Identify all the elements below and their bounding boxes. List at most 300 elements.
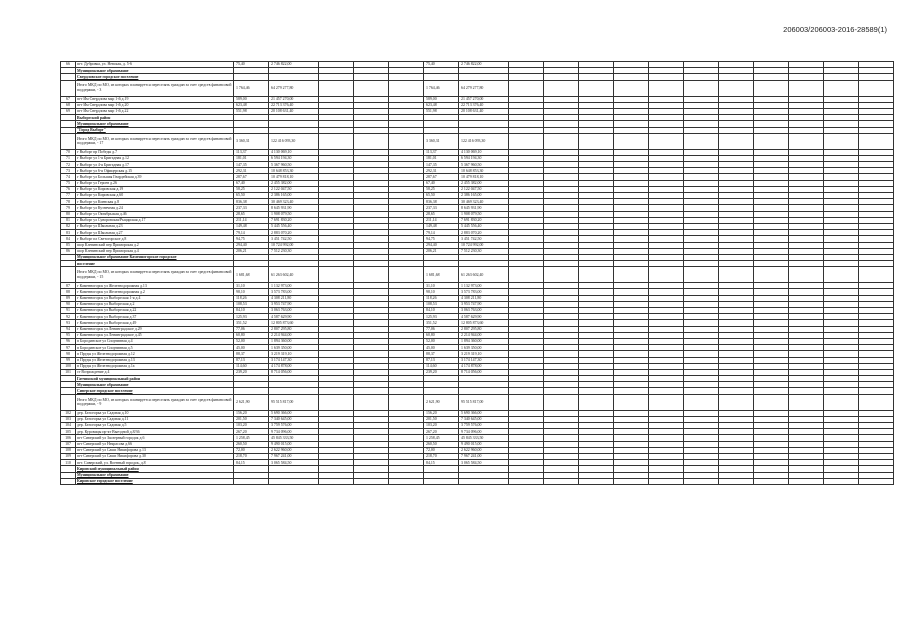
value-cell: 67,40 [424, 180, 459, 186]
value-cell: 30 469 323,40 [459, 199, 509, 205]
value-cell: 7 691 830,20 [459, 217, 509, 223]
value-cell: 28,65 [424, 211, 459, 217]
value-cell: 3 573 783,00 [269, 289, 319, 295]
value-cell: 551,98 [424, 108, 459, 114]
empty-cell [649, 80, 684, 96]
value-cell: 122 416 093,30 [459, 133, 509, 149]
value-cell: 3 953 747,90 [269, 301, 319, 307]
value-cell: 239,20 [234, 369, 269, 375]
row-number-cell: 75 [61, 180, 76, 186]
value-cell: 206,21 [424, 248, 459, 254]
empty-cell [544, 267, 579, 283]
address-cell: поселение [76, 261, 234, 267]
value-cell: 108,53 [234, 301, 269, 307]
empty-cell [754, 478, 789, 484]
value-cell: 2 883 070,20 [269, 230, 319, 236]
empty-cell [684, 267, 719, 283]
empty-cell [389, 133, 424, 149]
value-cell: 3 065 584,50 [459, 460, 509, 466]
empty-cell [509, 394, 544, 410]
value-cell: 149,48 [234, 223, 269, 229]
empty-cell [789, 80, 824, 96]
row-number-cell: 82 [61, 223, 76, 229]
address-cell: г Выборг ул Киевская д.8 [76, 199, 234, 205]
empty-cell [319, 478, 354, 484]
value-cell: 3 451 742,50 [269, 236, 319, 242]
value-cell: 60,80 [424, 332, 459, 338]
value-cell: 1 132 973,00 [459, 283, 509, 289]
empty-cell [789, 267, 824, 283]
address-cell: г Каменногорск ул Выборгская 1-я д.4 [76, 295, 234, 301]
value-cell: 239,20 [424, 369, 459, 375]
value-cell: 79,14 [424, 230, 459, 236]
address-cell: п Пруды ул Железнодорожная д.12 [76, 351, 234, 357]
row-number-cell: 88 [61, 289, 76, 295]
address-cell: Итого МКД по МО, из которых планируется переселять граждан за счет средств финансовой поддержки, - 9 [76, 394, 234, 410]
address-cell: пгт. Сиверский, ул. Военный городок, д.8 [76, 460, 234, 466]
empty-cell [824, 394, 859, 410]
row-number-cell: 67 [61, 96, 76, 102]
value-cell: 7 340 645,00 [269, 416, 319, 422]
value-cell: 147,35 [234, 162, 269, 168]
value-cell: 122 416 093,30 [269, 133, 319, 149]
address-cell: г Каменногорск ул Железнодорожная д.13 [76, 283, 234, 289]
value-cell: 21 457 270,00 [459, 96, 509, 102]
value-cell: 5 445 556,40 [269, 223, 319, 229]
total-row [61, 267, 894, 283]
address-cell: г Каменногорск ул Выборгская д.37 [76, 314, 234, 320]
value-cell: 8 714 056,00 [459, 369, 509, 375]
address-cell: г Каменногорск ул Выборгская д.49 [76, 320, 234, 326]
value-cell: 22 713 376,40 [269, 102, 319, 108]
value-cell: 10 648 853,30 [269, 168, 319, 174]
empty-cell [544, 478, 579, 484]
empty-cell [719, 267, 754, 283]
row-number-cell: 94 [61, 326, 76, 332]
value-cell: 3 063 763,00 [459, 308, 509, 314]
empty-cell [389, 80, 424, 96]
value-cell: 79,14 [234, 230, 269, 236]
empty-cell [859, 267, 894, 283]
empty-cell [719, 478, 754, 484]
value-cell: 149,48 [424, 223, 459, 229]
value-cell: 2 622 960,00 [269, 447, 319, 453]
value-cell: 2 122 047,50 [269, 186, 319, 192]
empty-cell [544, 133, 579, 149]
address-cell: Свердловское городское поселение [76, 74, 234, 80]
address-cell: Кировский муниципальный район [76, 466, 234, 472]
value-cell: 21 457 270,00 [269, 96, 319, 102]
value-cell: 218,70 [234, 453, 269, 459]
value-cell: 98,10 [424, 289, 459, 295]
value-cell: 118,26 [424, 295, 459, 301]
empty-cell [319, 80, 354, 96]
address-cell: "Город Выборг" [76, 127, 234, 133]
value-cell: 237,33 [234, 205, 269, 211]
value-cell [459, 478, 509, 484]
value-cell: 2 807 295,80 [459, 326, 509, 332]
total-row [61, 133, 894, 149]
empty-cell [319, 133, 354, 149]
address-cell: Кировское городское поселение [76, 478, 234, 484]
total-row [61, 80, 894, 96]
empty-cell [354, 394, 389, 410]
value-cell: 294,40 [424, 242, 459, 248]
value-cell: 31,10 [234, 283, 269, 289]
value-cell: 3 360,31 [234, 133, 269, 149]
value-cell: 1 132 973,00 [269, 283, 319, 289]
row-number-cell: 106 [61, 435, 76, 441]
value-cell: 65,50 [234, 193, 269, 199]
value-cell: 2 622 960,00 [459, 447, 509, 453]
row-number-cell: 100 [61, 363, 76, 369]
row-number-cell: 85 [61, 242, 76, 248]
address-cell: пгт Им Свердлова мкр 1-й д.22 [76, 108, 234, 114]
empty-cell [649, 267, 684, 283]
address-cell: г Каменногорск ул Выборгская д.2 [76, 301, 234, 307]
address-cell: г Выборг ул Большая Гвардейская д.39 [76, 174, 234, 180]
value-cell: 113,37 [424, 149, 459, 155]
value-cell: 1 764,46 [424, 80, 459, 96]
value-cell: 10 724 992,00 [269, 242, 319, 248]
empty-cell [319, 394, 354, 410]
empty-cell [754, 80, 789, 96]
value-cell: 114,60 [234, 363, 269, 369]
value-cell: 45 845 333,50 [459, 435, 509, 441]
value-cell: 9 734 096,00 [459, 429, 509, 435]
row-number-cell: 74 [61, 174, 76, 180]
value-cell: 2 621,90 [234, 394, 269, 410]
value-cell: 84,10 [424, 308, 459, 314]
row-number-cell: 69 [61, 108, 76, 114]
value-cell: 7 967 241,00 [269, 453, 319, 459]
value-cell: 98,10 [234, 289, 269, 295]
row-number-cell [61, 478, 76, 484]
address-cell: п Пруды ул Железнодорожная д.1а [76, 363, 234, 369]
value-cell: 28,65 [234, 211, 269, 217]
value-cell: 6 594 194,30 [269, 155, 319, 161]
value-cell: 65,50 [424, 193, 459, 199]
value-cell: 589,00 [234, 96, 269, 102]
value-cell: 206,21 [234, 248, 269, 254]
empty-cell [614, 478, 649, 484]
value-cell: 3 063 763,00 [269, 308, 319, 314]
row-number-cell: 72 [61, 162, 76, 168]
address-cell: г Выборг ул 6-я Офицерская д.15 [76, 168, 234, 174]
value-cell: 103,20 [234, 423, 269, 429]
row-number-cell: 81 [61, 217, 76, 223]
value-cell: 84,15 [234, 460, 269, 466]
value-cell: 87,13 [424, 357, 459, 363]
empty-cell [789, 133, 824, 149]
row-number-cell: 78 [61, 199, 76, 205]
value-cell: 3 759 576,00 [459, 423, 509, 429]
value-cell: 4 308 211,80 [269, 295, 319, 301]
value-cell: 3 953 747,90 [459, 301, 509, 307]
row-number-cell: 105 [61, 429, 76, 435]
value-cell: 351,52 [424, 320, 459, 326]
value-cell: 6 594 194,30 [459, 155, 509, 161]
value-cell: 3 174 147,30 [459, 357, 509, 363]
value-cell: 77,06 [424, 326, 459, 332]
address-cell: г Выборг ул Октябрьская д.46 [76, 211, 234, 217]
value-cell: 4 587 629,90 [459, 314, 509, 320]
empty-cell [824, 478, 859, 484]
empty-cell [824, 267, 859, 283]
empty-cell [509, 478, 544, 484]
row-number-cell [61, 394, 76, 410]
value-cell: 292,31 [424, 168, 459, 174]
empty-cell [824, 80, 859, 96]
row-number-cell: 76 [61, 186, 76, 192]
value-cell [424, 478, 459, 484]
row-number-cell: 91 [61, 308, 76, 314]
value-cell: 287,67 [234, 174, 269, 180]
value-cell: 5 367 960,50 [459, 162, 509, 168]
value-cell: 8 714 056,00 [269, 369, 319, 375]
value-cell: 1 639 350,00 [459, 345, 509, 351]
address-cell: Муниципальное образование [76, 382, 234, 388]
value-cell: 3 451 742,50 [459, 236, 509, 242]
empty-cell [859, 80, 894, 96]
empty-cell [684, 478, 719, 484]
value-cell: 3 360,31 [424, 133, 459, 149]
address-cell: Выборгский район [76, 115, 234, 121]
value-cell: 45,00 [234, 345, 269, 351]
value-cell: 10 479 818,10 [459, 174, 509, 180]
empty-cell [354, 267, 389, 283]
value-cell: 287,67 [424, 174, 459, 180]
row-number-cell: 80 [61, 211, 76, 217]
value-cell: 58,25 [234, 186, 269, 192]
value-cell: 9 734 096,00 [269, 429, 319, 435]
address-cell: г Выборг ул Кузнечная д.24 [76, 205, 234, 211]
row-number-cell: 95 [61, 332, 76, 338]
empty-cell [649, 478, 684, 484]
empty-cell [684, 133, 719, 149]
value-cell: 84,10 [234, 308, 269, 314]
address-cell: Итого МКД по МО, из которых планируется переселять граждан за счет средств финансовой поддержки, - 3 [76, 80, 234, 96]
empty-cell [389, 478, 424, 484]
value-cell: 12 805 873,60 [459, 320, 509, 326]
value-cell: 103,20 [424, 423, 459, 429]
address-cell: г Выборг ул Кировская д.60 [76, 193, 234, 199]
value-cell: 72,00 [424, 447, 459, 453]
empty-cell [389, 394, 424, 410]
empty-cell [789, 478, 824, 484]
address-cell: пгт. Дубровка, ул. Невская, д. 5-6 [76, 62, 234, 68]
value-cell: 218,70 [424, 453, 459, 459]
value-cell: 31,10 [424, 283, 459, 289]
empty-cell [579, 394, 614, 410]
resettlement-table [60, 61, 894, 485]
row-number-cell [61, 133, 76, 149]
address-cell: г Выборг пр Победы д.7 [76, 149, 234, 155]
document-id: 206003/206003-2016-28589(1) [783, 25, 887, 34]
value-cell: 22 713 376,40 [459, 102, 509, 108]
value-cell: 1 258,45 [234, 435, 269, 441]
empty-cell [719, 133, 754, 149]
empty-cell [319, 267, 354, 283]
value-cell: 94,75 [424, 236, 459, 242]
value-cell: 1 894 360,00 [459, 338, 509, 344]
row-number-cell: 102 [61, 410, 76, 416]
value-cell: 84,15 [424, 460, 459, 466]
address-cell: г Каменногорск ул Выборгская д.22 [76, 308, 234, 314]
value-cell: 2 214 944,00 [269, 332, 319, 338]
address-cell: Муниципальное образование [76, 121, 234, 127]
value-cell: 292,31 [234, 168, 269, 174]
row-number-cell: 87 [61, 283, 76, 289]
value-cell: 7 340 645,00 [459, 416, 509, 422]
row-number-cell: 97 [61, 345, 76, 351]
empty-cell [684, 394, 719, 410]
value-cell: 211,14 [424, 217, 459, 223]
value-cell [234, 478, 269, 484]
value-cell: 1 639 350,00 [269, 345, 319, 351]
empty-cell [579, 133, 614, 149]
value-cell: 52,00 [424, 338, 459, 344]
row-number-cell: 92 [61, 314, 76, 320]
total-row [61, 394, 894, 410]
address-cell: г Выборг ул Кировская д.19 [76, 186, 234, 192]
address-cell: Муниципальное образование [76, 68, 234, 74]
value-cell: 237,33 [424, 205, 459, 211]
value-cell: 61 263 602,40 [269, 267, 319, 283]
empty-cell [754, 133, 789, 149]
address-cell: г Выборг ул 4-я Бригадная д.17 [76, 162, 234, 168]
value-cell: 125,93 [424, 314, 459, 320]
row-number-cell: 101 [61, 369, 76, 375]
value-cell: 3 065 584,50 [269, 460, 319, 466]
value-cell [269, 478, 319, 484]
row-number-cell [61, 267, 76, 283]
address-cell: пгт Сиверский ул Саши Никифорова д.30 [76, 453, 234, 459]
value-cell: 351,52 [234, 320, 269, 326]
value-cell: 2 386 165,00 [269, 193, 319, 199]
value-cell: 201,50 [424, 416, 459, 422]
address-cell: п Пруды ул Железнодорожная д.13 [76, 357, 234, 363]
address-cell: пгт Им Свердлова мкр 1-й д.19 [76, 96, 234, 102]
value-cell: 108,53 [424, 301, 459, 307]
value-cell: 1 764,46 [234, 80, 269, 96]
value-cell: 64 279 277,80 [269, 80, 319, 96]
value-cell: 551,98 [234, 108, 269, 114]
empty-cell [859, 394, 894, 410]
value-cell: 4 308 211,80 [459, 295, 509, 301]
empty-cell [389, 267, 424, 283]
row-number-cell: 108 [61, 447, 76, 453]
value-cell: 60,80 [234, 332, 269, 338]
address-cell: шор Клевинский пер Приморская д.4 [76, 248, 234, 254]
empty-cell [649, 394, 684, 410]
empty-cell [614, 80, 649, 96]
value-cell: 1 681,68 [424, 267, 459, 283]
value-cell: 3 219 319,10 [269, 351, 319, 357]
empty-cell [859, 478, 894, 484]
address-cell: дер. Белогорка ул Садовая д.5 [76, 423, 234, 429]
value-cell: 2 746 822,00 [269, 62, 319, 68]
value-cell: 2 455 382,00 [459, 180, 509, 186]
empty-cell [354, 478, 389, 484]
row-number-cell: 70 [61, 149, 76, 155]
value-cell: 7 512 230,30 [459, 248, 509, 254]
value-cell: 5 690 366,00 [459, 410, 509, 416]
address-cell: г Выборг ул Школьная д.23 [76, 223, 234, 229]
row-number-cell: 107 [61, 441, 76, 447]
empty-cell [789, 394, 824, 410]
address-cell: г Каменногорск ул Ленинградское д.29 [76, 326, 234, 332]
empty-cell [544, 80, 579, 96]
value-cell: 10 479 818,10 [269, 174, 319, 180]
empty-cell [719, 394, 754, 410]
address-cell: г Выборг ул Школьная д.27 [76, 230, 234, 236]
value-cell: 1 894 360,00 [269, 338, 319, 344]
value-cell: 3 174 147,30 [269, 357, 319, 363]
address-cell: пгт Сиверский ул Саши Никифорова д.13 [76, 447, 234, 453]
value-cell: 7 691 830,20 [269, 217, 319, 223]
value-cell: 211,14 [234, 217, 269, 223]
address-cell: Итого МКД по МО, из которых планируется переселять граждан за счет средств финансовой поддержки, - 15 [76, 267, 234, 283]
value-cell: 260,50 [234, 441, 269, 447]
value-cell: 45,00 [424, 345, 459, 351]
value-cell: 7 512 230,30 [269, 248, 319, 254]
empty-cell [754, 394, 789, 410]
value-cell: 5 690 366,00 [269, 410, 319, 416]
empty-cell [509, 267, 544, 283]
empty-cell [719, 80, 754, 96]
address-cell: Муниципальное образование [76, 472, 234, 478]
value-cell: 67,40 [234, 180, 269, 186]
address-cell: п Бородинское ул Спортивная д.4 [76, 338, 234, 344]
value-cell: 87,13 [234, 357, 269, 363]
row-number-cell: 73 [61, 168, 76, 174]
value-cell: 1 908 079,50 [269, 211, 319, 217]
row-number-cell: 84 [61, 236, 76, 242]
value-cell: 5 367 960,50 [269, 162, 319, 168]
address-cell: пгт Сиверский ул Некрасова д.66 [76, 441, 234, 447]
value-cell: 4 130 069,10 [269, 149, 319, 155]
value-cell: 2 455 382,00 [269, 180, 319, 186]
row-number-cell: 68 [61, 102, 76, 108]
value-cell: 58,25 [424, 186, 459, 192]
value-cell: 1 681,68 [234, 267, 269, 283]
value-cell: 2 883 070,20 [459, 230, 509, 236]
row-number-cell: 86 [61, 248, 76, 254]
value-cell: 114,60 [424, 363, 459, 369]
value-cell: 201,50 [234, 416, 269, 422]
empty-cell [354, 133, 389, 149]
value-cell: 589,00 [424, 96, 459, 102]
empty-cell [614, 133, 649, 149]
empty-cell [354, 80, 389, 96]
value-cell: 2 386 165,00 [459, 193, 509, 199]
value-cell: 267,20 [424, 429, 459, 435]
address-cell: г Выборг ул 1-я Бригадная д.12 [76, 155, 234, 161]
empty-cell [579, 267, 614, 283]
row-number-cell: 109 [61, 453, 76, 459]
value-cell: 75,40 [234, 62, 269, 68]
address-cell: шор Клевинский пер Приморская д.2 [76, 242, 234, 248]
empty-cell [614, 267, 649, 283]
value-cell: 61 263 602,40 [459, 267, 509, 283]
value-cell: 156,20 [424, 410, 459, 416]
value-cell: 88,37 [424, 351, 459, 357]
empty-cell [859, 133, 894, 149]
section-header-row [61, 478, 894, 484]
value-cell: 147,35 [424, 162, 459, 168]
address-cell: Гатчинский муниципальный район [76, 376, 234, 382]
